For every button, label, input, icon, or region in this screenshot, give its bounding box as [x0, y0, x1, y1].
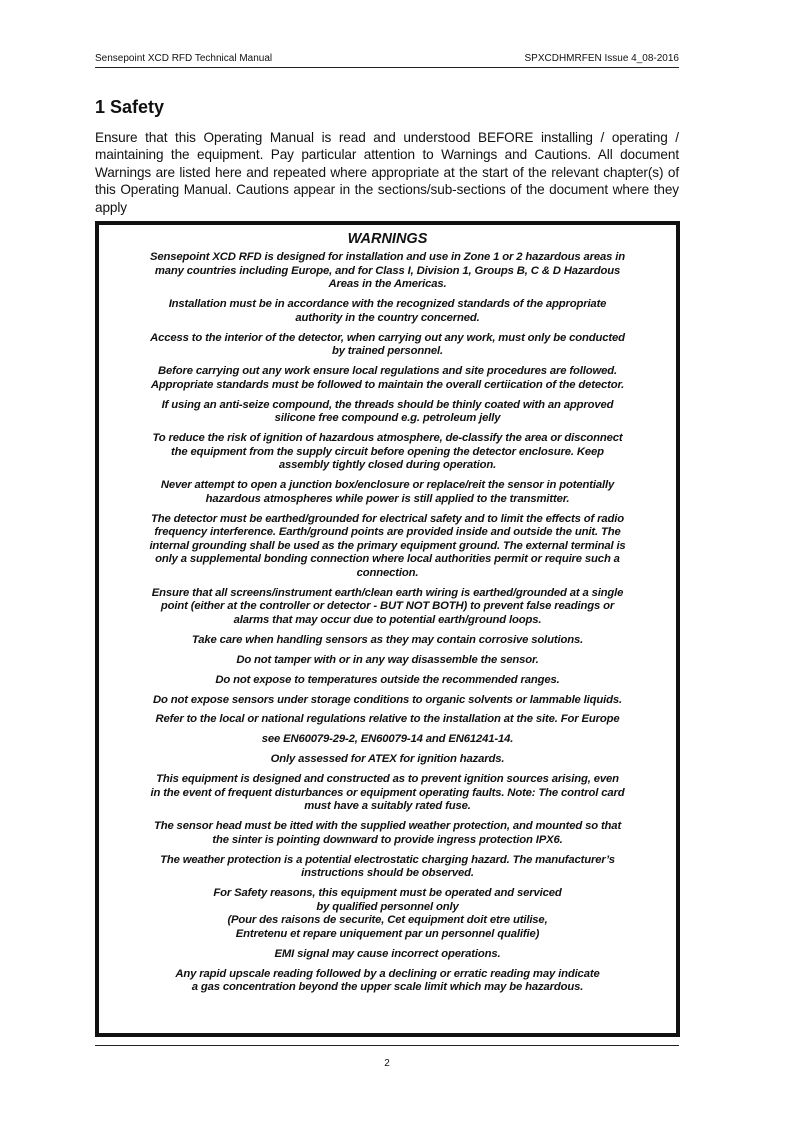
warning-line: The detector must be earthed/grounded for electrical safety and to limit the effects of radio: [151, 512, 624, 525]
warning-item: [107, 948, 668, 962]
warning-line: the equipment from the supply circuit before opening the detector enclosure. Keep: [171, 445, 604, 458]
warning-line: Do not expose to temperatures outside the recommended ranges.: [215, 673, 560, 686]
warning-item: [107, 773, 668, 814]
warning-line: silicone free compound e.g. petroleum jelly: [274, 412, 501, 425]
warning-line: Ensure that all screens/instrument earth/clean earth wiring is earthed/grounded at a single: [151, 586, 624, 599]
warning-line: Do not expose sensors under storage conditions to organic solvents or lammable liquids.: [152, 693, 623, 706]
warning-line: see EN60079-29-2, EN60079-14 and EN61241-14.: [261, 733, 514, 746]
warning-line: Take care when handling sensors as they may contain corrosive solutions.: [191, 633, 584, 646]
warning-line: internal grounding shall be used as the primary equipment ground. The external terminal is: [149, 539, 626, 552]
warning-line: only a supplemental bonding connection where local authorities permit or require such a: [155, 553, 620, 566]
warning-line: assembly tightly closed during operation.: [278, 459, 497, 472]
warning-line: instructions should be observed.: [301, 867, 474, 880]
warning-item: [107, 753, 668, 767]
warning-line: Access to the interior of the detector, when carrying out any work, must only be conducted: [150, 331, 625, 344]
warning-line: must have a suitably rated fuse.: [304, 800, 471, 813]
warning-item: [107, 587, 668, 628]
warning-line: For Safety reasons, this equipment must be operated and serviced: [213, 887, 562, 900]
warning-line: Do not tamper with or in any way disassemble the sensor.: [236, 653, 539, 666]
warning-line: the sinter is pointing downward to provide ingress protection IPX6.: [212, 833, 563, 846]
warning-line: alarms that may occur due to potential earth/ground loops.: [233, 614, 542, 627]
warning-item: [107, 713, 668, 727]
warning-item: [107, 332, 668, 359]
warning-line: point (either at the controller or detector - BUT NOT BOTH) to prevent false readings or: [160, 600, 615, 613]
warning-item: [107, 654, 668, 668]
warning-line: by trained personnel.: [331, 345, 444, 358]
warning-line: many countries including Europe, and for Class I, Division 1, Groups B, C & D Hazardous: [154, 264, 621, 277]
header-document-code: SPXCDHMRFEN Issue 4_08-2016: [524, 53, 679, 64]
warning-line: Installation must be in accordance with the recognized standards of the appropriate: [168, 298, 607, 311]
warning-line: hazardous atmospheres while power is still applied to the transmitter.: [205, 492, 570, 505]
warning-item: [107, 694, 668, 708]
warning-line: This equipment is designed and constructed as to prevent ignition sources arising, even: [156, 773, 619, 786]
warning-line: a gas concentration beyond the upper scale limit which may be hazardous.: [191, 981, 584, 994]
warning-line: The sensor head must be itted with the supplied weather protection, and mounted so that: [153, 820, 622, 833]
warning-item: [107, 733, 668, 747]
warning-item: [107, 479, 668, 506]
warning-line: Sensepoint XCD RFD is designed for installation and use in Zone 1 or 2 hazardous areas in: [149, 251, 626, 263]
warning-line: Areas in the Americas.: [328, 278, 447, 291]
header-manual-title: Sensepoint XCD RFD Technical Manual: [95, 53, 273, 64]
warning-line: connection.: [356, 566, 419, 579]
warning-line: If using an anti-seize compound, the threads should be thinly coated with an approved: [161, 398, 614, 411]
warning-item: [107, 674, 668, 688]
warning-line: Appropriate standards must be followed to maintain the overall certiication of the detector.: [150, 378, 625, 391]
warnings-list: [107, 251, 668, 995]
warning-item: [107, 365, 668, 392]
warning-line: by qualified personnel only: [316, 900, 459, 913]
warning-item: [107, 634, 668, 648]
warning-line: Only assessed for ATEX for ignition hazards.: [270, 753, 505, 766]
warnings-heading: WARNINGS: [347, 231, 428, 247]
warning-line: Entretenu et repare uniquement par un personnel qualifie): [235, 927, 540, 940]
warning-item: [107, 820, 668, 847]
warning-line: Any rapid upscale reading followed by a declining or erratic reading may indicate: [175, 967, 600, 980]
warning-item: [107, 887, 668, 941]
warning-line: EMI signal may cause incorrect operations.: [274, 947, 501, 960]
warning-item: [107, 513, 668, 581]
warning-line: Refer to the local or national regulations relative to the installation at the site. For Europe: [155, 713, 620, 726]
warning-line: The weather protection is a potential electrostatic charging hazard. The manufacturer’s: [160, 853, 615, 866]
warning-item: [107, 968, 668, 995]
page-header: [95, 52, 679, 66]
warning-item: [107, 399, 668, 426]
warning-item: [107, 854, 668, 881]
warning-line: Before carrying out any work ensure local regulations and site procedures are followed.: [157, 365, 618, 378]
warning-item: [107, 432, 668, 473]
intro-paragraph: Ensure that this Operating Manual is read and understood BEFORE installing / operating / maintaining the equipment. Pay particular attention to Warnings and Cautions. All document Warnings are listed here and repeated where appropriate at the start of the relevant chapter(s) of this Operating Manual. Cautions appear in the sections/sub-sections of the document where they apply: [95, 130, 679, 215]
section-title: 1 Safety: [95, 97, 165, 117]
warning-item: [107, 251, 668, 292]
footer-divider: [95, 1045, 679, 1046]
header-divider: [95, 67, 679, 68]
warning-line: Never attempt to open a junction box/enclosure or replace/reit the sensor in potentially: [160, 479, 615, 492]
warning-line: frequency interference. Earth/ground points are provided inside and outside the unit. The: [154, 526, 621, 539]
warnings-box: [95, 221, 680, 1037]
warning-line: To reduce the risk of ignition of hazardous atmosphere, de-classify the area or disconnect: [152, 432, 623, 445]
warning-line: authority in the country concerned.: [295, 311, 480, 324]
warning-item: [107, 298, 668, 325]
warning-line: (Pour des raisons de securite, Cet equipment doit etre utilise,: [227, 914, 548, 927]
page-number: 2: [384, 1058, 390, 1069]
warning-line: in the event of frequent disturbances or equipment operating faults. Note: The control card: [150, 786, 625, 799]
